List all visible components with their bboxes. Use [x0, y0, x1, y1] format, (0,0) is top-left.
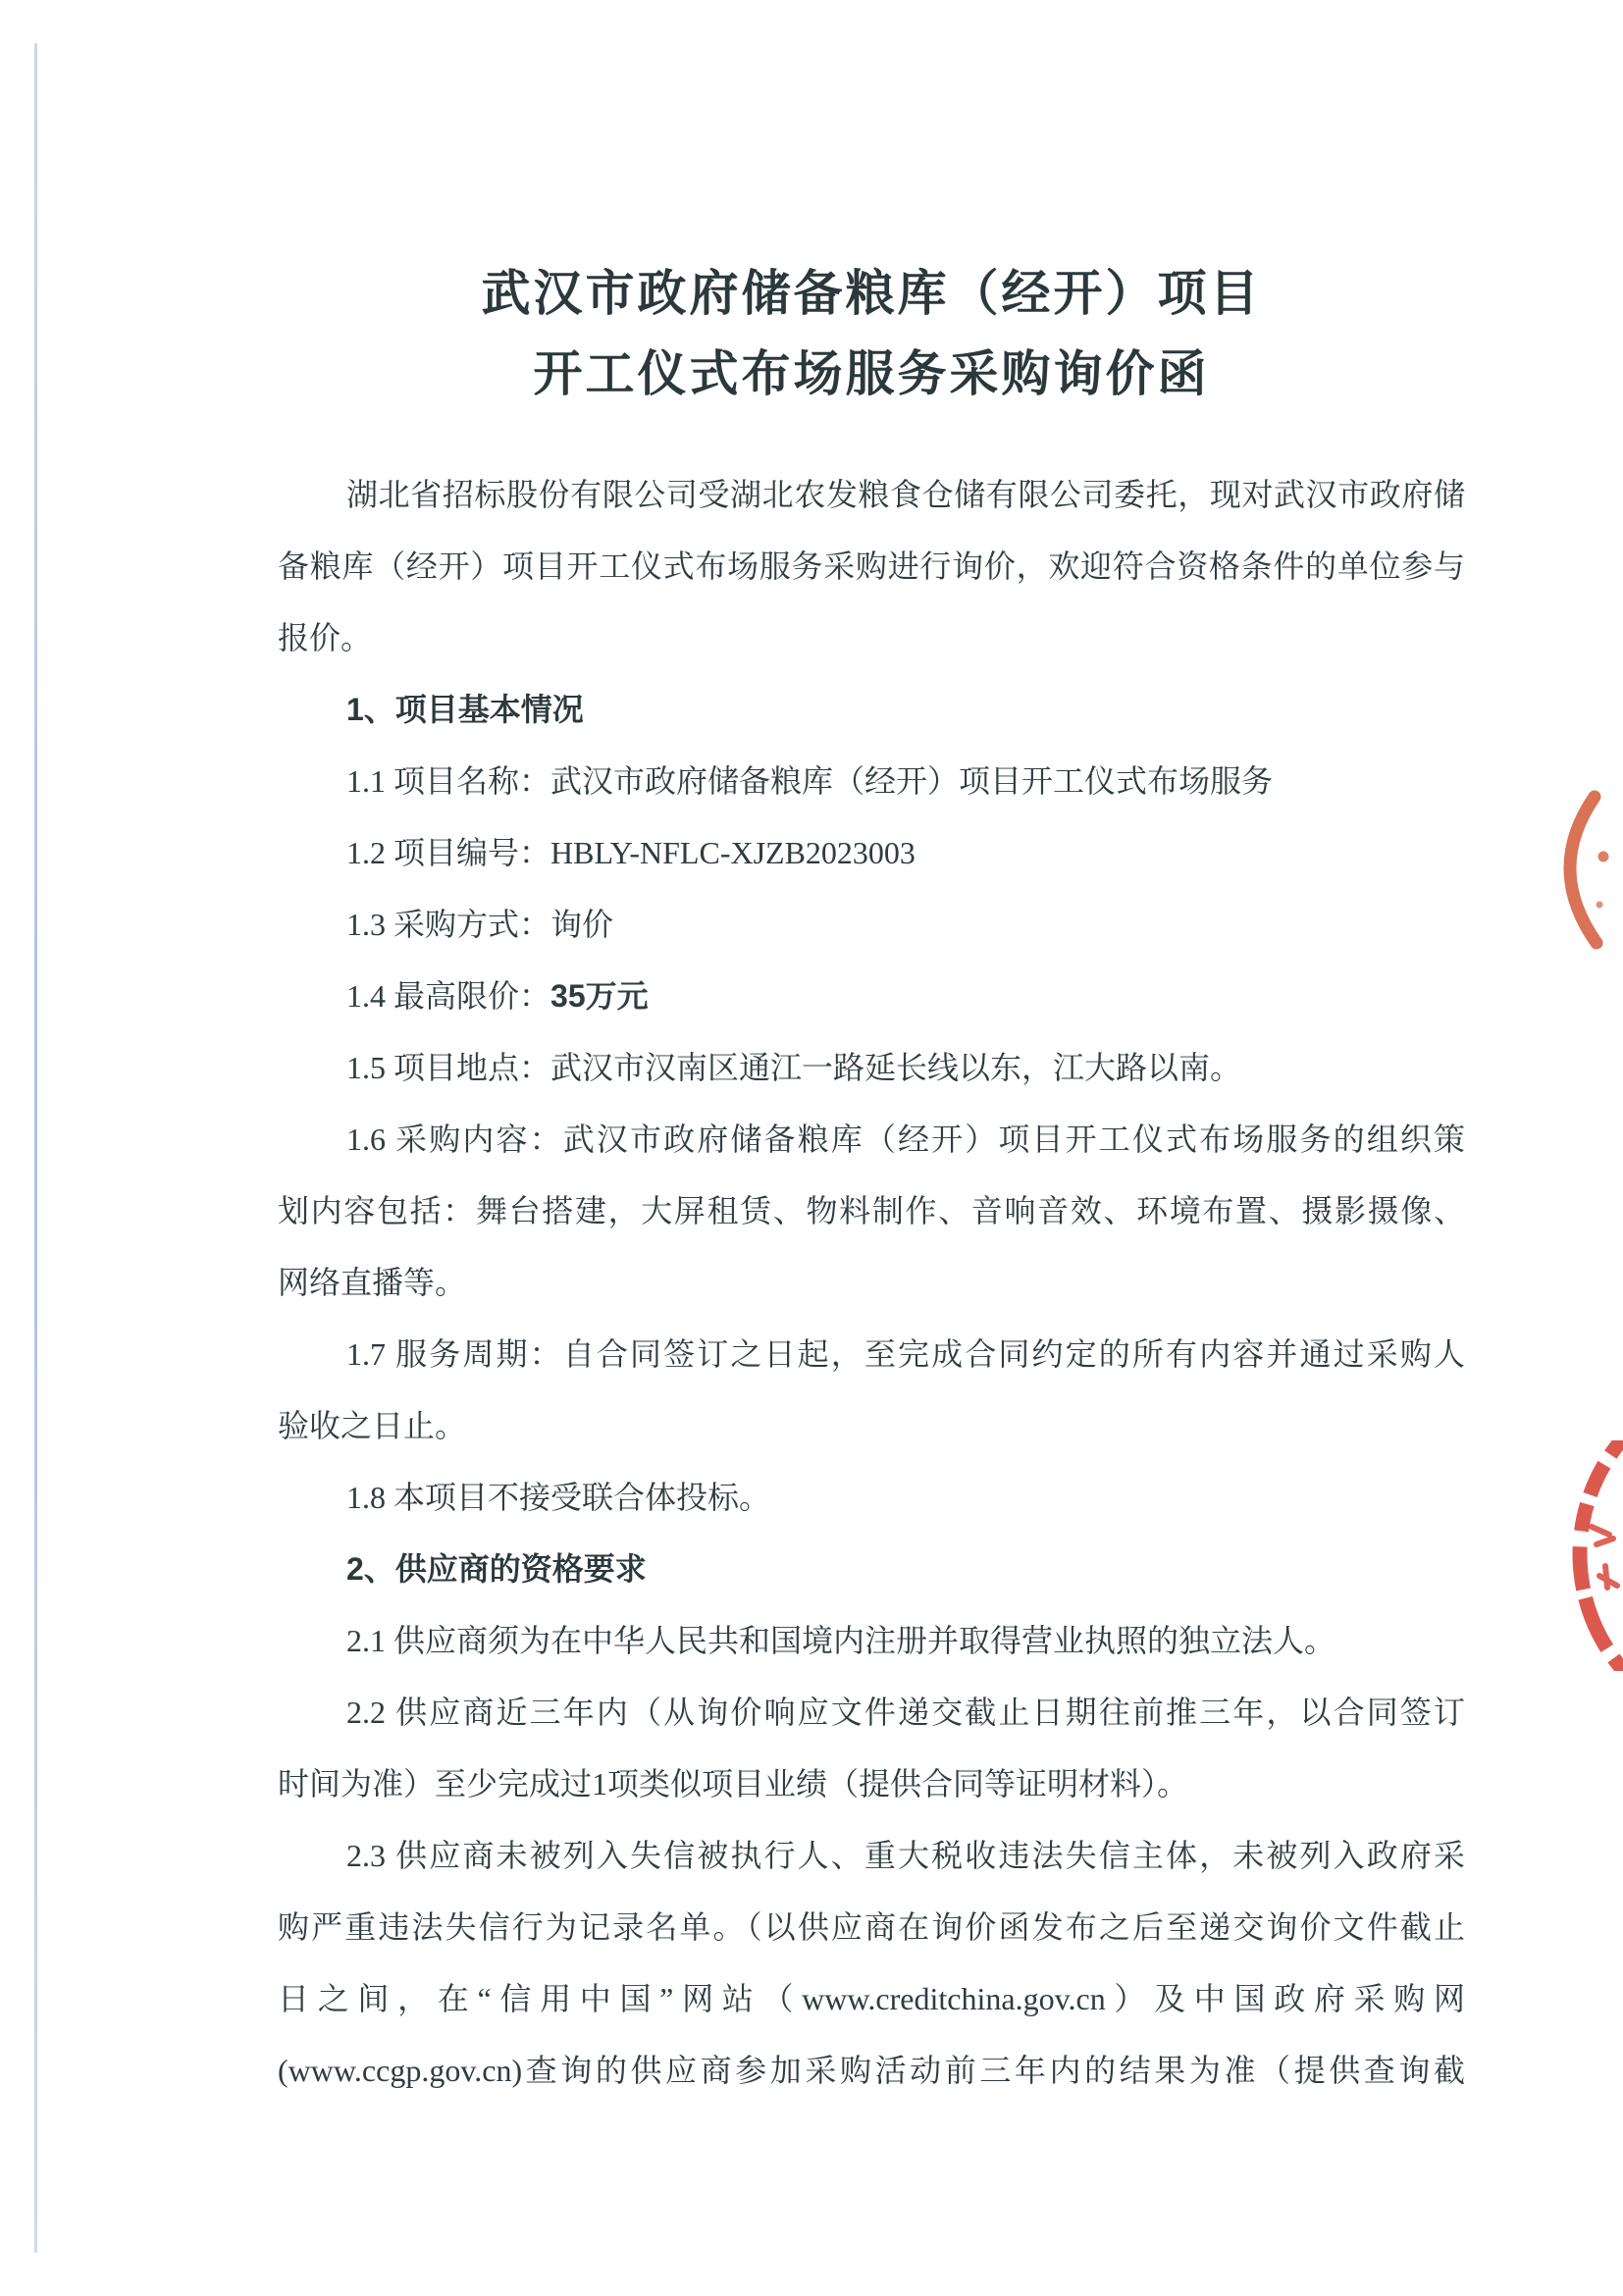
document-text-line — [278, 1390, 1465, 1462]
document-title-line-1: 武汉市政府储备粮库（经开）项目 — [481, 266, 1262, 321]
text-segment: 1.5 项目地点：武汉市汉南区通江一路延长线以东，江大路以南。 — [346, 1050, 1242, 1085]
document-text-line — [278, 1820, 1465, 1892]
text-segment: 购严重违法失信行为记录名单。（以供应商在询价函发布之后至递交询价文件截止 — [278, 1909, 1465, 1945]
text-segment: 1、项目基本情况 — [346, 692, 584, 727]
partial-seal-stamp-top — [1548, 783, 1623, 969]
text-segment: 网络直播等。 — [278, 1265, 467, 1300]
document-text-line — [278, 1605, 1465, 1677]
document-text-line — [278, 1319, 1465, 1390]
text-segment: 报价。 — [278, 620, 373, 655]
scan-fold-line — [34, 43, 37, 2253]
document-text-line — [278, 674, 1465, 746]
document-text-line — [278, 602, 1465, 674]
text-segment: 时间为准）至少完成过1项类似项目业绩（提供合同等证明材料）。 — [278, 1766, 1189, 1801]
text-segment: 2.3 供应商未被列入失信被执行人、重大税收违法失信主体，未被列入政府采 — [346, 1838, 1465, 1873]
document-text-line — [278, 531, 1465, 602]
text-segment: 1.1 项目名称：武汉市政府储备粮库（经开）项目开工仪式布场服务 — [346, 763, 1274, 799]
document-text-line — [278, 1032, 1465, 1104]
text-segment: 1.8 本项目不接受联合体投标。 — [346, 1480, 771, 1515]
document-text-line — [278, 1677, 1465, 1748]
document-text-line — [278, 961, 1465, 1032]
document-text-line — [278, 1247, 1465, 1319]
document-text-line — [278, 459, 1465, 531]
document-text-line — [278, 746, 1465, 817]
text-segment: 日之间，在“信用中国”网站（www.creditchina.gov.cn）及中国政府采购网 — [278, 1981, 1465, 2016]
document-text-line — [278, 1462, 1465, 1534]
document-text-line — [278, 1104, 1465, 1175]
text-segment: 湖北省招标股份有限公司受湖北农发粮食仓储有限公司委托，现对武汉市政府储 — [346, 477, 1465, 512]
document-text-line — [278, 1175, 1465, 1247]
document-text-line — [278, 1963, 1465, 2035]
document-text-line — [278, 1748, 1465, 1820]
text-segment: 2.1 供应商须为在中华人民共和国境内注册并取得营业执照的独立法人。 — [346, 1623, 1336, 1658]
document-text-line — [278, 2035, 1465, 2107]
text-segment: 1.4 最高限价： — [346, 978, 551, 1014]
partial-seal-stamp-bottom — [1564, 1440, 1623, 1671]
text-segment: 1.2 项目编号：HBLY-NFLC-XJZB2023003 — [346, 835, 916, 870]
text-segment: 35万元 — [550, 978, 649, 1014]
document-title — [278, 253, 1465, 414]
document-title-line-2: 开工仪式布场服务采购询价函 — [533, 346, 1210, 401]
text-segment: 1.3 采购方式：询价 — [346, 907, 614, 942]
text-segment: 验收之日止。 — [278, 1408, 467, 1443]
text-segment: 划内容包括：舞台搭建，大屏租赁、物料制作、音响音效、环境布置、摄影摄像、 — [278, 1193, 1465, 1228]
text-segment: (www.ccgp.gov.cn)查询的供应商参加采购活动前三年内的结果为准（提供查询截 — [278, 2053, 1465, 2088]
document-text-line — [278, 817, 1465, 889]
document-text-line — [278, 1892, 1465, 1963]
text-segment: 1.6 采购内容：武汉市政府储备粮库（经开）项目开工仪式布场服务的组织策 — [346, 1122, 1465, 1157]
text-segment: 备粮库（经开）项目开工仪式布场服务采购进行询价，欢迎符合资格条件的单位参与 — [278, 548, 1465, 584]
document-body — [278, 459, 1465, 2107]
text-segment: 2.2 供应商近三年内（从询价响应文件递交截止日期往前推三年，以合同签订 — [346, 1695, 1465, 1730]
text-segment: 2、供应商的资格要求 — [346, 1551, 647, 1587]
text-segment: 1.7 服务周期：自合同签订之日起，至完成合同约定的所有内容并通过采购人 — [346, 1336, 1465, 1372]
document-text-line — [278, 889, 1465, 961]
document-text-line — [278, 1534, 1465, 1605]
